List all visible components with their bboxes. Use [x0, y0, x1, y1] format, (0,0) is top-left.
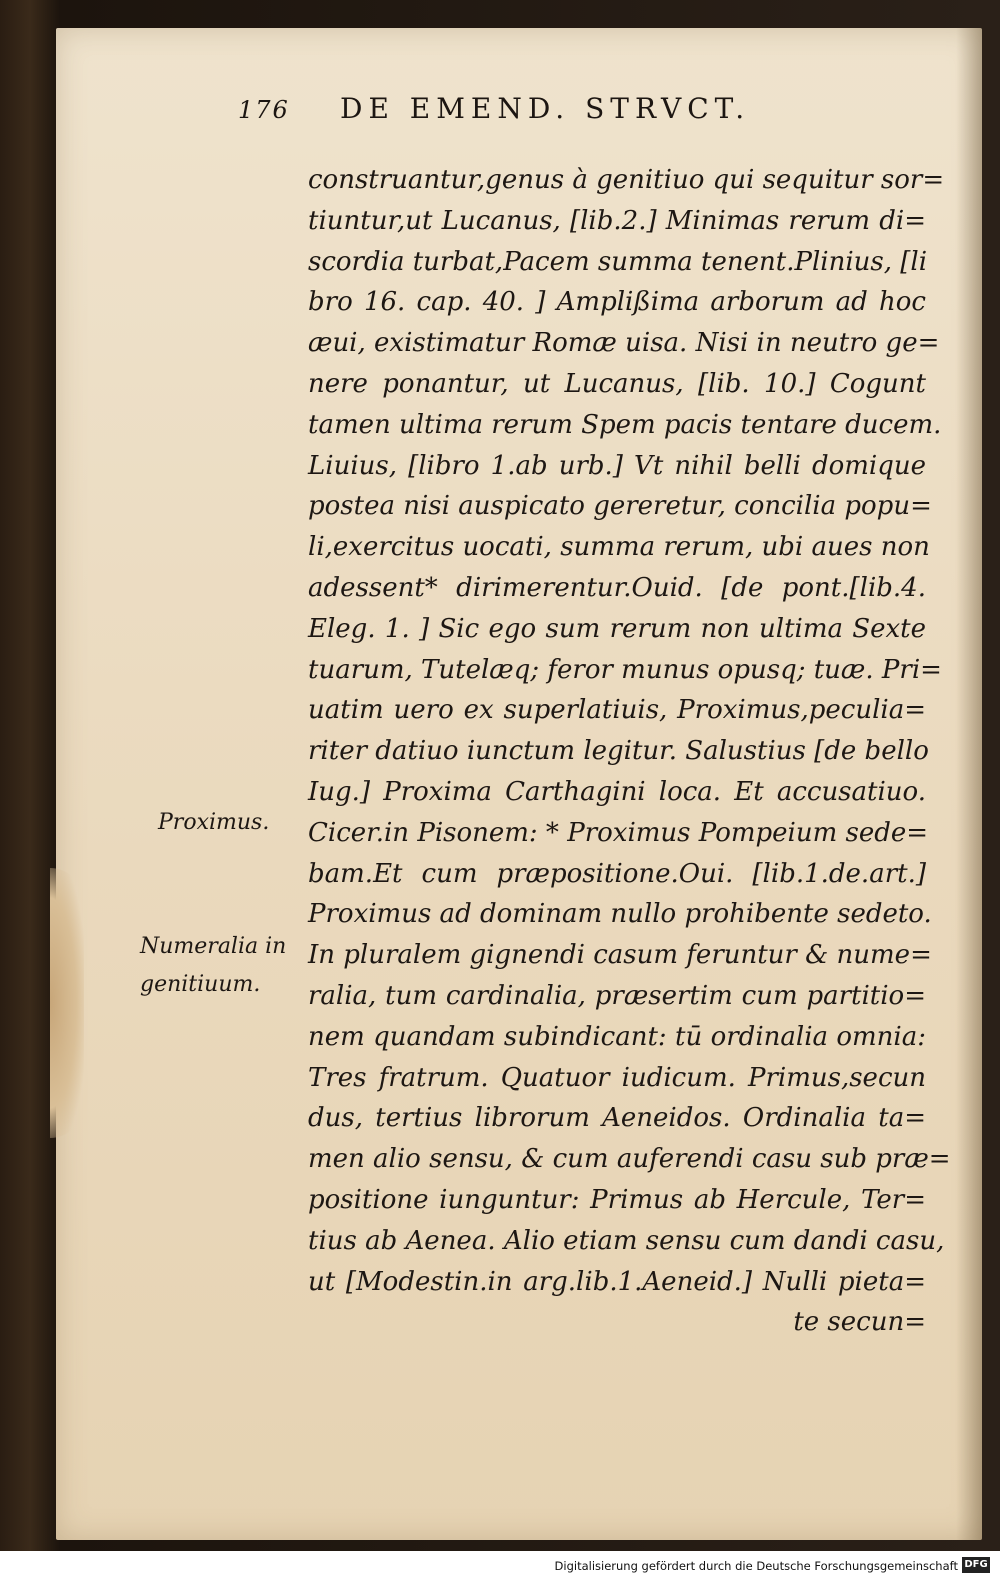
text-line: nere ponantur, ut Lucanus, [lib. 10.] Cogunt: [308, 368, 926, 399]
text-line: In pluralem gignendi casum feruntur & nume=: [308, 940, 932, 971]
text-line: riter datiuo iunctum legitur. Salustius [de bello: [308, 736, 929, 767]
page-edge-shadow: [956, 28, 982, 1540]
dfg-logo: DFG: [962, 1557, 990, 1573]
page-header: [238, 92, 858, 132]
text-line: bam.Et cum præpositione.Oui. [lib.1.de.art.]: [308, 858, 926, 889]
text-line: Liuius, [libro 1.ab urb.] Vt nihil belli domique: [308, 450, 926, 481]
page-stain: [50, 868, 84, 1138]
marginal-note-numeralia: Numeralia in: [140, 934, 287, 959]
text-line: dus, tertius librorum Aeneidos. Ordinalia ta=: [308, 1103, 926, 1134]
body-text: [308, 160, 951, 1343]
text-line: construantur,genus à genitiuo qui sequitur sor=: [308, 165, 945, 195]
digitization-footer: [0, 1551, 1000, 1582]
text-line: tiuntur,ut Lucanus, [lib.2.] Minimas rerum di=: [308, 205, 926, 236]
page-number: 176: [238, 96, 290, 124]
text-line: uatim uero ex superlatiuis, Proximus,peculia=: [308, 695, 926, 726]
text-line: Cicer.in Pisonem: * Proximus Pompeium sede=: [308, 817, 929, 848]
text-line: æui, existimatur Romæ uisa. Nisi in neutro ge=: [308, 328, 940, 359]
text-line: tius ab Aenea. Alio etiam sensu cum dandi casu,: [308, 1225, 945, 1256]
marginal-note-proximus: Proximus.: [158, 810, 270, 835]
text-line: te secun=: [793, 1307, 926, 1338]
text-line: postea nisi auspicato gereretur, concilia popu=: [308, 491, 932, 522]
text-line: Iug.] Proxima Carthagini loca. Et accusatiuo.: [308, 776, 926, 807]
text-line: scordia turbat,Pacem summa tenent.Plinius, [li: [308, 246, 928, 277]
text-line: Eleg. 1. ] Sic ego sum rerum non ultima Sexte: [308, 613, 926, 644]
text-line: bro 16. cap. 40. ] Amplißima arborum ad hoc: [308, 287, 926, 318]
text-line: li,exercitus uocati, summa rerum, ubi aues non: [308, 532, 930, 563]
footer-credit: Digitalisierung gefördert durch die Deutsche Forschungsgemeinschaft: [554, 1559, 958, 1573]
text-line: Tres fratrum. Quatuor iudicum. Primus,secun: [308, 1062, 926, 1093]
text-line: tamen ultima rerum Spem pacis tentare ducem.: [308, 409, 942, 440]
text-line: Proximus ad dominam nullo prohibente sedeto.: [308, 899, 932, 930]
text-line: nem quandam subindicant: tū ordinalia omnia:: [308, 1021, 926, 1052]
text-line: positione iunguntur: Primus ab Hercule, Ter=: [308, 1184, 926, 1215]
text-line: ralia, tum cardinalia, præsertim cum partitio=: [308, 980, 926, 1011]
running-head: DE EMEND. STRVCT.: [340, 92, 751, 125]
text-line: men alio sensu, & cum auferendi casu sub præ=: [308, 1144, 951, 1175]
marginal-note-genitiuum: genitiuum.: [140, 972, 261, 997]
text-line: adessent* dirimerentur.Ouid. [de pont.[lib.4.: [308, 572, 926, 603]
text-line: ut [Modestin.in arg.lib.1.Aeneid.] Nulli pieta=: [308, 1266, 926, 1297]
text-line: tuarum, Tutelæq; feror munus opusq; tuæ. Pri=: [308, 654, 942, 685]
